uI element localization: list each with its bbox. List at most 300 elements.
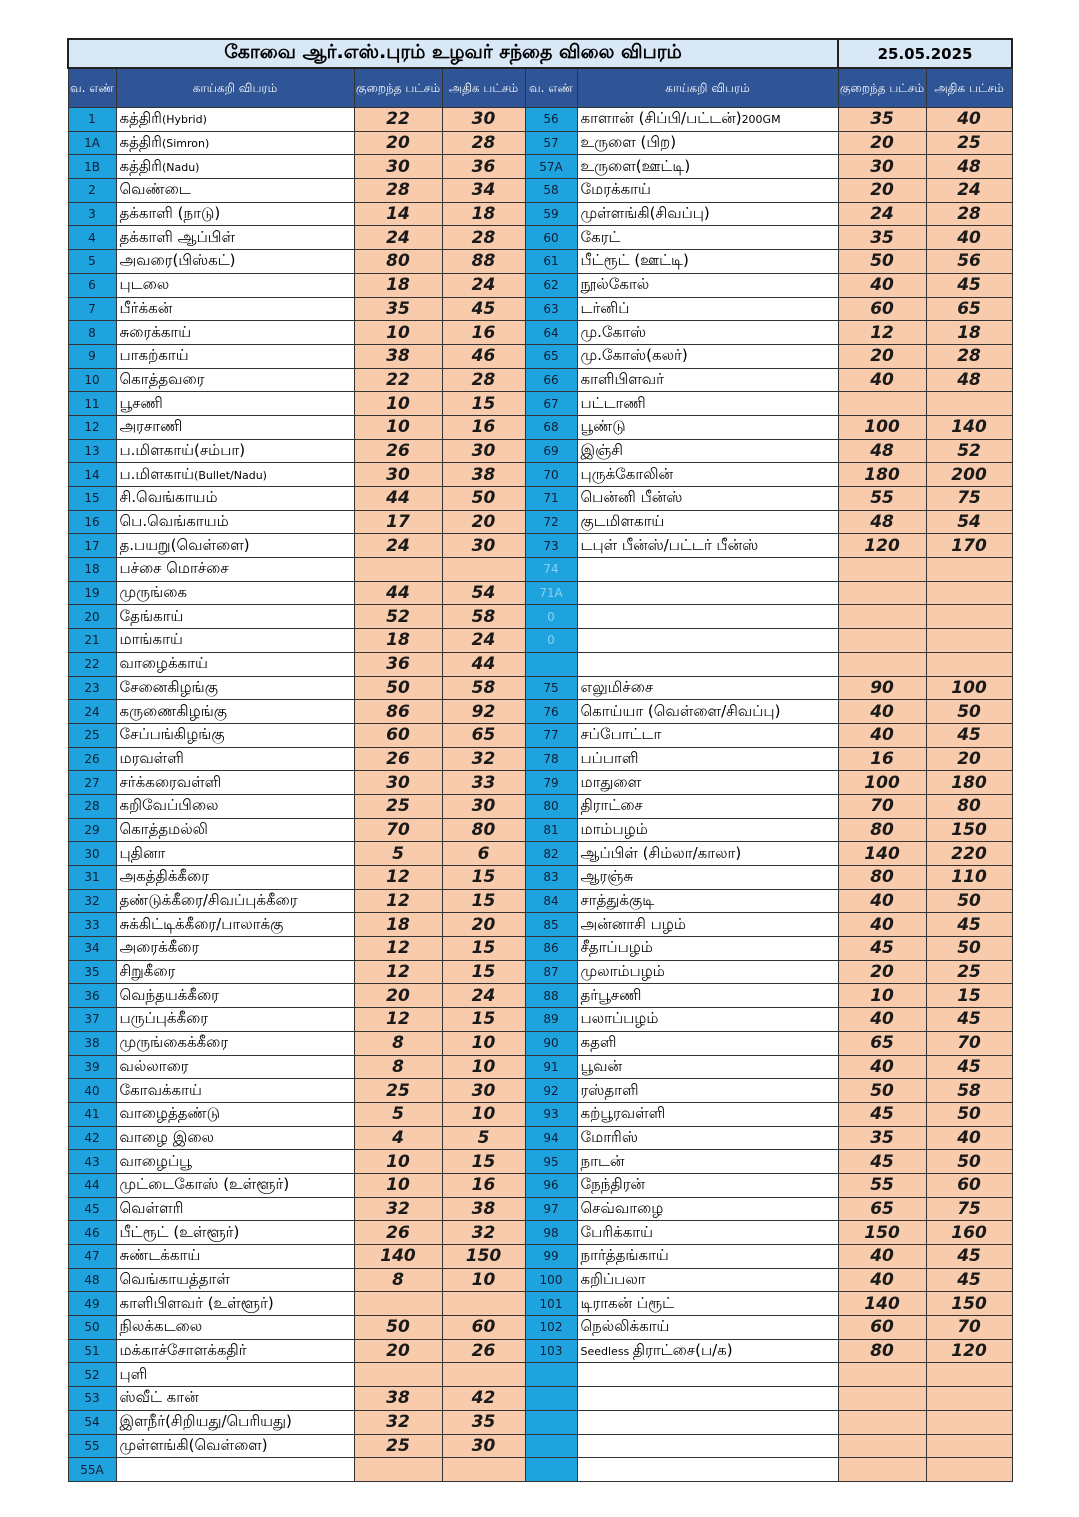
item-name: [116, 131, 354, 155]
min-price: 32: [354, 1197, 442, 1221]
max-price: 58: [442, 676, 525, 700]
table-row: [68, 1316, 1012, 1340]
min-price: [838, 1363, 926, 1387]
min-price: 18: [354, 629, 442, 653]
max-price: 30: [442, 1434, 525, 1458]
table-row: [68, 1268, 1012, 1292]
min-price: 140: [838, 842, 926, 866]
table-row: [68, 747, 1012, 771]
min-price: 70: [354, 818, 442, 842]
table-row: [68, 487, 1012, 511]
max-price: 120: [926, 1339, 1012, 1363]
item-name: [577, 1434, 838, 1458]
min-price: [838, 558, 926, 582]
item-name: [577, 487, 838, 511]
serial-number: 42: [68, 1126, 116, 1150]
item-name-text: வெண்டை: [119, 180, 191, 199]
item-name: [577, 297, 838, 321]
max-price: [926, 558, 1012, 582]
item-name-text: சுண்டக்காய்: [119, 1246, 201, 1265]
table-row: [68, 1410, 1012, 1434]
item-name-text: சுக்கிட்டிக்கீரை/பாலாக்கு: [119, 914, 284, 933]
min-price: 20: [354, 1339, 442, 1363]
item-name-text: டபுள் பீன்ஸ்/பட்டர் பீன்ஸ்: [580, 535, 759, 554]
serial-number: 0: [525, 605, 577, 629]
serial-number: 18: [68, 558, 116, 582]
table-row: [68, 723, 1012, 747]
item-name: [116, 344, 354, 368]
max-price: 100: [926, 676, 1012, 700]
serial-number: 67: [525, 392, 577, 416]
serial-number: 80: [525, 794, 577, 818]
serial-number: 25: [68, 723, 116, 747]
max-price: 28: [926, 344, 1012, 368]
item-name: [577, 1126, 838, 1150]
item-name: [577, 937, 838, 961]
serial-number: 49: [68, 1292, 116, 1316]
item-name-text: திராட்சை(ப/க): [632, 1341, 733, 1360]
min-price: 20: [838, 344, 926, 368]
item-name-text: கதளி: [580, 1033, 617, 1052]
serial-number: 1: [68, 108, 116, 132]
serial-number: 63: [525, 297, 577, 321]
min-price: 140: [354, 1245, 442, 1269]
item-name: [116, 297, 354, 321]
item-name: [116, 818, 354, 842]
max-price: 65: [442, 723, 525, 747]
item-name-text: ஆரஞ்சு: [580, 867, 634, 886]
max-price: 18: [442, 202, 525, 226]
header-name-right: காய்கறி விபரம்: [577, 68, 838, 108]
item-name-text: கோவக்காய்: [119, 1080, 202, 1099]
min-price: 60: [838, 1316, 926, 1340]
max-price: 48: [926, 368, 1012, 392]
item-name: [116, 510, 354, 534]
max-price: 50: [926, 1150, 1012, 1174]
max-price: 24: [926, 179, 1012, 203]
item-name: [116, 1102, 354, 1126]
min-price: 80: [354, 250, 442, 274]
item-name: [577, 392, 838, 416]
item-name-text: நெல்லிக்காய்: [580, 1317, 670, 1336]
max-price: 18: [926, 321, 1012, 345]
item-name: [577, 415, 838, 439]
item-name-text: தர்பூசணி: [580, 985, 642, 1004]
item-name: [116, 463, 354, 487]
item-name: [116, 629, 354, 653]
min-price: 12: [354, 960, 442, 984]
item-name-text: நாடன்: [580, 1151, 625, 1170]
table-row: [68, 510, 1012, 534]
header-max-right: அதிக பட்சம்: [926, 68, 1012, 108]
serial-number: 39: [68, 1055, 116, 1079]
max-price: 50: [926, 700, 1012, 724]
max-price: 40: [926, 226, 1012, 250]
min-price: 38: [354, 344, 442, 368]
table-row: [68, 155, 1012, 179]
serial-number: 71A: [525, 581, 577, 605]
serial-number: 17: [68, 534, 116, 558]
min-price: 86: [354, 700, 442, 724]
header-row: [68, 68, 1012, 108]
table-row: [68, 1055, 1012, 1079]
serial-number: [525, 1363, 577, 1387]
item-name: [577, 1316, 838, 1340]
table-row: [68, 913, 1012, 937]
min-price: 25: [354, 1079, 442, 1103]
item-name: [116, 866, 354, 890]
item-name: [116, 108, 354, 132]
item-name-variant: (Hybrid): [161, 113, 207, 127]
max-price: 32: [442, 1221, 525, 1245]
serial-number: 55A: [68, 1458, 116, 1482]
serial-number: 56: [525, 108, 577, 132]
serial-number: 69: [525, 439, 577, 463]
max-price: 38: [442, 463, 525, 487]
item-name: [116, 1197, 354, 1221]
max-price: 20: [442, 913, 525, 937]
item-name-text: அரைக்கீரை: [119, 938, 200, 957]
table-row: [68, 558, 1012, 582]
serial-number: 43: [68, 1150, 116, 1174]
table-row: [68, 1008, 1012, 1032]
item-name: [116, 1363, 354, 1387]
item-name-text: அன்னாசி பழம்: [580, 914, 686, 933]
max-price: 80: [926, 794, 1012, 818]
item-name-prefix: Seedless: [580, 1345, 633, 1359]
max-price: 150: [442, 1245, 525, 1269]
item-name-text: வாழை இலை: [119, 1127, 214, 1146]
serial-number: 27: [68, 771, 116, 795]
max-price: [926, 629, 1012, 653]
serial-number: 10: [68, 368, 116, 392]
item-name: [577, 1339, 838, 1363]
max-price: 60: [442, 1316, 525, 1340]
item-name: [577, 1102, 838, 1126]
serial-number: 3: [68, 202, 116, 226]
max-price: 58: [926, 1079, 1012, 1103]
item-name-text: ஆப்பிள் (சிம்லா/காலா): [580, 843, 742, 862]
min-price: 50: [354, 1316, 442, 1340]
serial-number: 26: [68, 747, 116, 771]
serial-number: 41: [68, 1102, 116, 1126]
serial-number: [525, 1387, 577, 1411]
min-price: 44: [354, 487, 442, 511]
item-name-text: த.பயறு(வெள்ளை): [119, 535, 250, 554]
item-name: [116, 368, 354, 392]
serial-number: 81: [525, 818, 577, 842]
max-price: 45: [926, 1268, 1012, 1292]
item-name: [577, 1055, 838, 1079]
min-price: 48: [838, 439, 926, 463]
item-name-text: வாழைப்பூ: [119, 1151, 192, 1170]
serial-number: 6: [68, 273, 116, 297]
max-price: 28: [926, 202, 1012, 226]
serial-number: 40: [68, 1079, 116, 1103]
max-price: 75: [926, 487, 1012, 511]
serial-number: 100: [525, 1268, 577, 1292]
min-price: 45: [838, 937, 926, 961]
max-price: 45: [442, 297, 525, 321]
header-max-left: அதிக பட்சம்: [442, 68, 525, 108]
min-price: [838, 1387, 926, 1411]
serial-number: 91: [525, 1055, 577, 1079]
serial-number: 83: [525, 866, 577, 890]
item-name: [577, 250, 838, 274]
serial-number: 54: [68, 1410, 116, 1434]
item-name-text: இளநீர்(சிறியது/பெரியது): [119, 1412, 292, 1431]
serial-number: 16: [68, 510, 116, 534]
table-row: [68, 1102, 1012, 1126]
table-row: [68, 1292, 1012, 1316]
item-name: [577, 676, 838, 700]
max-price: 6: [442, 842, 525, 866]
serial-number: 87: [525, 960, 577, 984]
max-price: [442, 1458, 525, 1482]
max-price: [926, 1458, 1012, 1482]
item-name: [116, 581, 354, 605]
serial-number: 92: [525, 1079, 577, 1103]
item-name-text: செவ்வாழை: [580, 1198, 664, 1217]
table-row: [68, 1150, 1012, 1174]
table-row: [68, 534, 1012, 558]
item-name-text: மாம்பழம்: [580, 819, 648, 838]
min-price: 45: [838, 1102, 926, 1126]
serial-number: 34: [68, 937, 116, 961]
item-name: [116, 1458, 354, 1482]
min-price: 25: [354, 1434, 442, 1458]
min-price: 8: [354, 1031, 442, 1055]
item-name-text: புளி: [119, 1364, 148, 1383]
item-name-text: கற்பூரவள்ளி: [580, 1104, 666, 1123]
item-name-text: வாழைத்தண்டு: [119, 1104, 220, 1123]
max-price: 30: [442, 794, 525, 818]
item-name-text: முருங்கை: [119, 583, 187, 602]
item-name-text: கேரட்: [580, 227, 621, 246]
serial-number: 58: [525, 179, 577, 203]
serial-number: 20: [68, 605, 116, 629]
min-price: 100: [838, 415, 926, 439]
item-name: [577, 1410, 838, 1434]
serial-number: 44: [68, 1173, 116, 1197]
item-name-text: வாழைக்காய்: [119, 654, 208, 673]
serial-number: 94: [525, 1126, 577, 1150]
item-name: [577, 842, 838, 866]
item-name: [577, 155, 838, 179]
max-price: [926, 1363, 1012, 1387]
min-price: 55: [838, 1173, 926, 1197]
max-price: 16: [442, 1173, 525, 1197]
item-name-text: பூண்டு: [580, 417, 626, 436]
max-price: 56: [926, 250, 1012, 274]
max-price: 5: [442, 1126, 525, 1150]
item-name: [577, 605, 838, 629]
max-price: 10: [442, 1031, 525, 1055]
max-price: 32: [442, 747, 525, 771]
item-name: [577, 1031, 838, 1055]
max-price: 24: [442, 273, 525, 297]
item-name: [116, 155, 354, 179]
item-name: [577, 1245, 838, 1269]
item-name-text: பப்பாளி: [580, 748, 639, 767]
serial-number: 98: [525, 1221, 577, 1245]
min-price: 30: [838, 155, 926, 179]
item-name-text: சப்போட்டா: [580, 725, 662, 744]
item-name: [116, 439, 354, 463]
min-price: 40: [838, 1055, 926, 1079]
item-name: [116, 1126, 354, 1150]
min-price: 17: [354, 510, 442, 534]
max-price: 54: [926, 510, 1012, 534]
max-price: [442, 1292, 525, 1316]
max-price: 10: [442, 1102, 525, 1126]
item-name: [577, 1197, 838, 1221]
item-name-text: பேரிக்காய்: [580, 1222, 653, 1241]
item-name-text: மோரிஸ்: [580, 1127, 638, 1146]
min-price: 80: [838, 866, 926, 890]
item-name: [116, 202, 354, 226]
item-name-text: பூசணி: [119, 393, 163, 412]
min-price: [838, 1410, 926, 1434]
min-price: 14: [354, 202, 442, 226]
max-price: 34: [442, 179, 525, 203]
serial-number: 75: [525, 676, 577, 700]
min-price: 40: [838, 1268, 926, 1292]
min-price: 120: [838, 534, 926, 558]
min-price: [838, 392, 926, 416]
item-name: [577, 1292, 838, 1316]
item-name-text: கறிப்பலா: [580, 1270, 646, 1289]
item-name: [577, 439, 838, 463]
min-price: 25: [354, 794, 442, 818]
serial-number: 57A: [525, 155, 577, 179]
item-name-text: எலுமிச்சை: [580, 677, 654, 696]
table-row: [68, 179, 1012, 203]
max-price: 50: [442, 487, 525, 511]
max-price: 140: [926, 415, 1012, 439]
min-price: 55: [838, 487, 926, 511]
max-price: [442, 1363, 525, 1387]
serial-number: 30: [68, 842, 116, 866]
max-price: 150: [926, 1292, 1012, 1316]
table-row: [68, 1339, 1012, 1363]
item-name: [116, 1245, 354, 1269]
item-name: [577, 866, 838, 890]
max-price: 70: [926, 1316, 1012, 1340]
max-price: 28: [442, 226, 525, 250]
item-name: [577, 1387, 838, 1411]
min-price: 40: [838, 913, 926, 937]
item-name: [116, 1031, 354, 1055]
item-name-text: மரவள்ளி: [119, 748, 184, 767]
min-price: 10: [354, 321, 442, 345]
item-name-text: டர்னிப்: [580, 298, 630, 317]
max-price: 30: [442, 534, 525, 558]
max-price: 50: [926, 889, 1012, 913]
min-price: 40: [838, 889, 926, 913]
serial-number: 2: [68, 179, 116, 203]
item-name-text: குடமிளகாய்: [580, 512, 665, 531]
item-name-variant: (Bullet/Nadu): [194, 468, 267, 482]
min-price: 10: [354, 1150, 442, 1174]
table-row: [68, 1197, 1012, 1221]
item-name-text: மாதுளை: [580, 772, 642, 791]
item-name-text: வெங்காயத்தாள்: [119, 1270, 230, 1289]
item-name-text: உருளை(ஊட்டி): [580, 156, 691, 175]
item-name: [577, 1458, 838, 1482]
item-name-text: நூல்கோல்: [580, 275, 650, 294]
max-price: 10: [442, 1268, 525, 1292]
item-name-text: நேந்திரன்: [580, 1175, 645, 1194]
serial-number: 76: [525, 700, 577, 724]
table-row: [68, 108, 1012, 132]
item-name: [116, 1339, 354, 1363]
serial-number: 24: [68, 700, 116, 724]
item-name: [577, 226, 838, 250]
table-row: [68, 581, 1012, 605]
max-price: 15: [926, 984, 1012, 1008]
serial-number: 21: [68, 629, 116, 653]
min-price: 5: [354, 1102, 442, 1126]
max-price: 44: [442, 652, 525, 676]
max-price: 45: [926, 913, 1012, 937]
item-name-variant: (Simron): [161, 137, 210, 151]
table-row: [68, 866, 1012, 890]
max-price: 24: [442, 984, 525, 1008]
table-row: [68, 297, 1012, 321]
item-name: [116, 1055, 354, 1079]
table-row: [68, 131, 1012, 155]
item-name-text: மு.கோஸ்: [580, 322, 647, 341]
min-price: 26: [354, 1221, 442, 1245]
max-price: 45: [926, 273, 1012, 297]
min-price: 12: [838, 321, 926, 345]
min-price: 12: [354, 889, 442, 913]
item-name-text: சி.வெங்காயம்: [119, 488, 218, 507]
item-name-text: பெ.வெங்காயம்: [119, 512, 229, 531]
item-name: [116, 1410, 354, 1434]
item-name-text: மேரக்காய்: [580, 180, 651, 199]
price-table: [67, 38, 1013, 1482]
serial-number: 89: [525, 1008, 577, 1032]
item-name: [577, 321, 838, 345]
max-price: 70: [926, 1031, 1012, 1055]
serial-number: 102: [525, 1316, 577, 1340]
item-name-text: ப.மிளகாய்: [119, 464, 195, 483]
serial-number: 52: [68, 1363, 116, 1387]
serial-number: 19: [68, 581, 116, 605]
min-price: 40: [838, 723, 926, 747]
min-price: 50: [838, 250, 926, 274]
item-name-text: தண்டுக்கீரை/சிவப்புக்கீரை: [119, 891, 298, 910]
max-price: 30: [442, 108, 525, 132]
serial-number: 33: [68, 913, 116, 937]
item-name-text: வெள்ளரி: [119, 1198, 184, 1217]
item-name: [577, 889, 838, 913]
max-price: [926, 1387, 1012, 1411]
item-name: [116, 1316, 354, 1340]
min-price: 52: [354, 605, 442, 629]
serial-number: 59: [525, 202, 577, 226]
max-price: 40: [926, 108, 1012, 132]
serial-number: 7: [68, 297, 116, 321]
min-price: 8: [354, 1268, 442, 1292]
min-price: 35: [354, 297, 442, 321]
min-price: [838, 1458, 926, 1482]
serial-number: 13: [68, 439, 116, 463]
item-name-text: கத்திரி: [119, 133, 162, 152]
max-price: 33: [442, 771, 525, 795]
